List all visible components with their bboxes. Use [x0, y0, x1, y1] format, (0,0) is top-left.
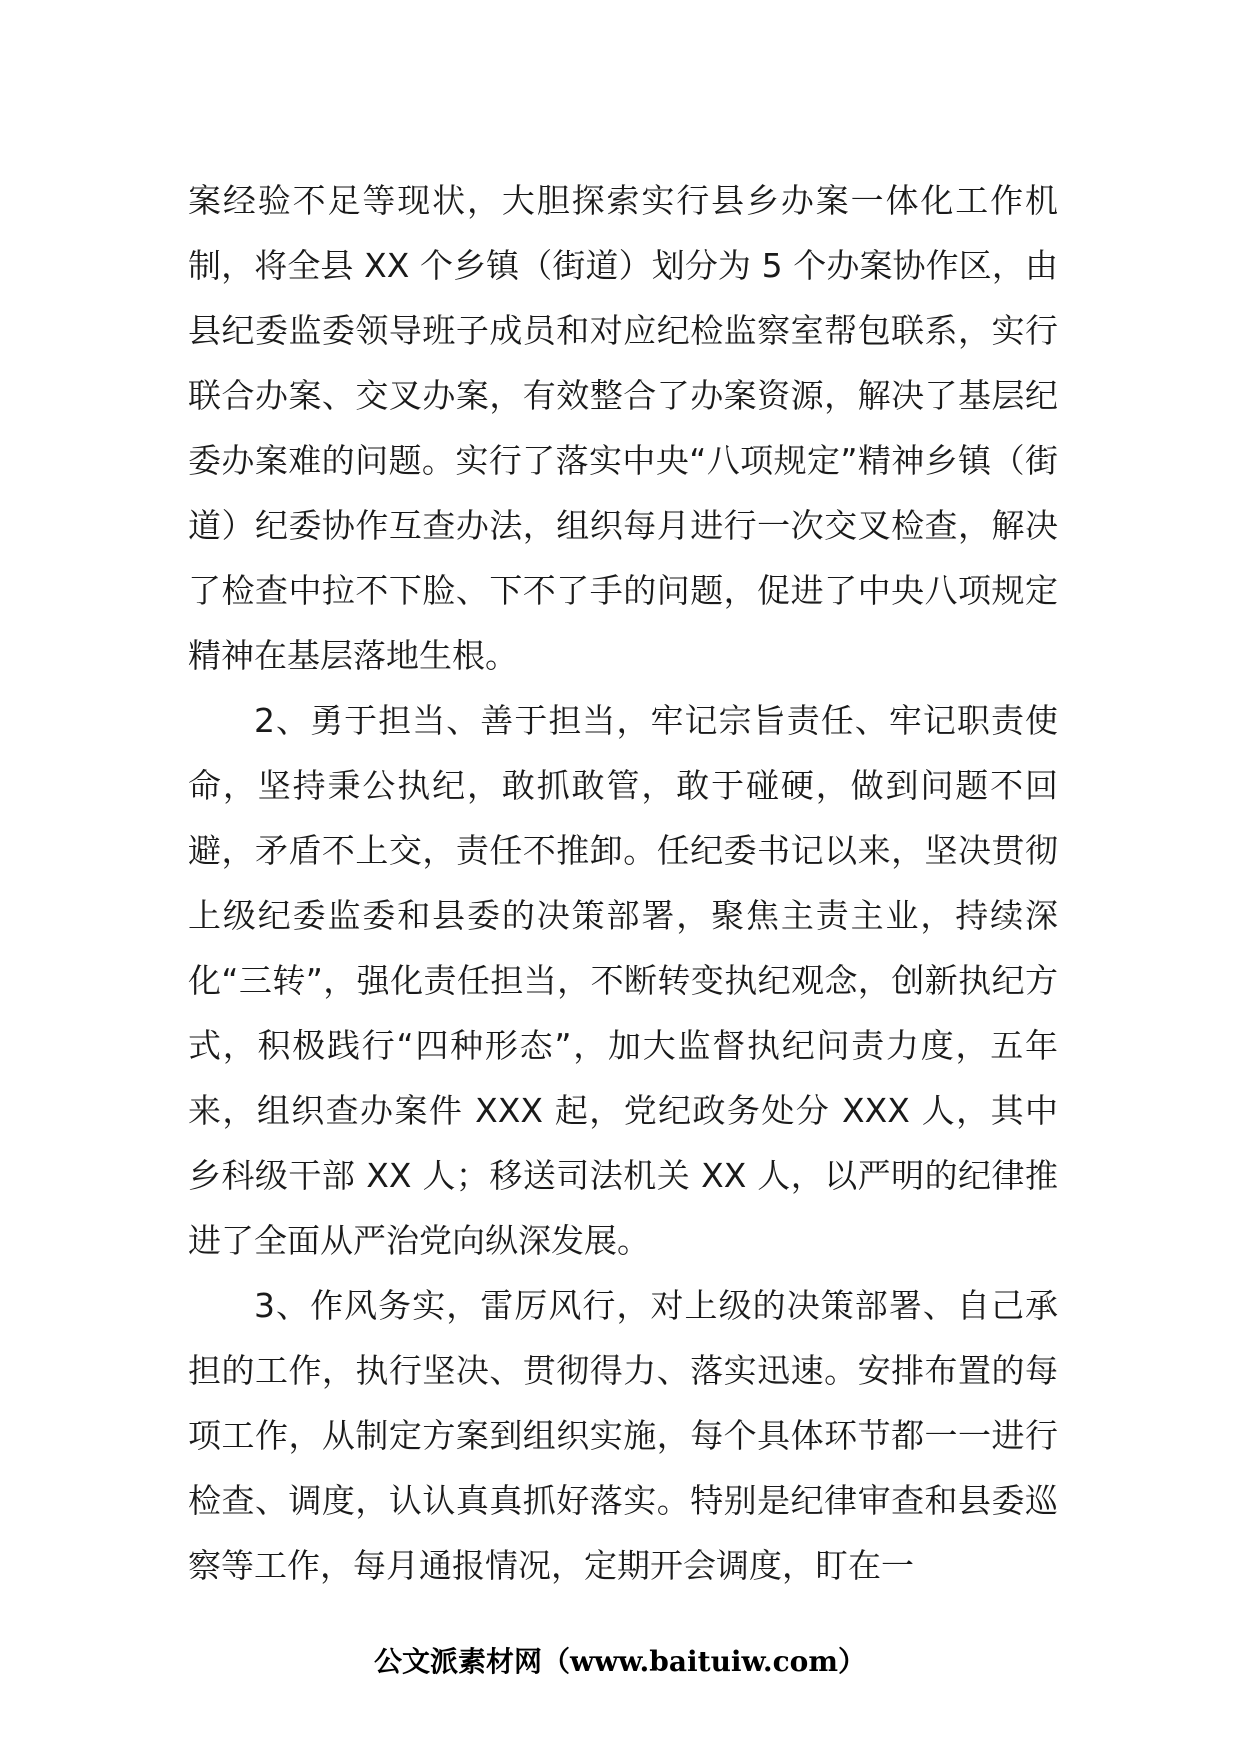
- document-body: [188, 168, 1058, 1598]
- paragraph-2: 2、勇于担当、善于担当，牢记宗旨责任、牢记职责使命，坚持秉公执纪，敢抓敢管，敢于碰硬，做到问题不回避，矛盾不上交，责任不推卸。任纪委书记以来，坚决贯彻上级纪委监委和县委的决策部署，聚焦主责主业，持续深化“三转”，强化责任担当，不断转变执纪观念，创新执纪方式，积极践行“四种形态”，加大监督执纪问责力度，五年来，组织查办案件 XXX 起，党纪政务处分 XXX 人，其中乡科级干部 XX 人；移送司法机关 XX 人，以严明的纪律推进了全面从严治党向纵深发展。: [188, 701, 1058, 1260]
- footer-watermark: 公文派素材网（www.baituiw.com）: [374, 1645, 866, 1678]
- paragraph-3: 3、作风务实，雷厉风行，对上级的决策部署、自己承担的工作，执行坚决、贯彻得力、落实迅速。安排布置的每项工作，从制定方案到组织实施，每个具体环节都一一进行检查、调度，认认真真抓好落实。特别是纪律审查和县委巡察等工作，每月通报情况，定期开会调度，盯在一: [188, 1286, 1058, 1585]
- paragraph-1: 案经验不足等现状，大胆探索实行县乡办案一体化工作机制，将全县 XX 个乡镇（街道）划分为 5 个办案协作区，由县纪委监委领导班子成员和对应纪检监察室帮包联系，实行联合办案、交叉办案，有效整合了办案资源，解决了基层纪委办案难的问题。实行了落实中央“八项规定”精神乡镇（街道）纪委协作互查办法，组织每月进行一次交叉检查，解决了检查中拉不下脸、下不了手的问题，促进了中央八项规定精神在基层落地生根。: [188, 181, 1058, 675]
